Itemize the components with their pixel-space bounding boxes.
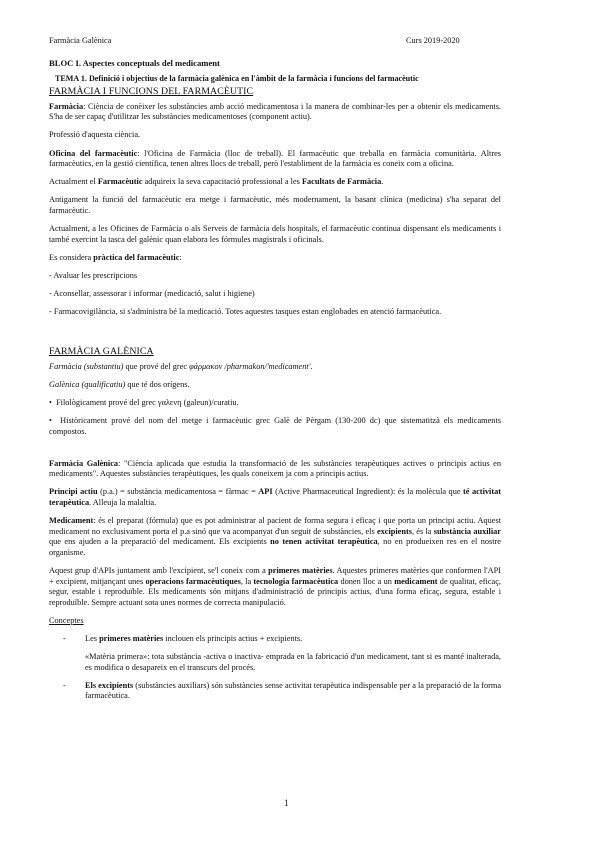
bullet-item bbox=[49, 398, 501, 409]
term: Farmàcia bbox=[49, 101, 84, 111]
text: Les bbox=[85, 633, 100, 643]
text: : Ciència de conèixer les substàncies amb acció medicamentosa i la manera de combinar-les per a obtenir els medicaments. S'ha de ser capaç d'utilitzar les substàncies medicamentoses (component actiu). bbox=[49, 101, 501, 122]
text: inclouen els principis actius + excipients. bbox=[163, 633, 303, 643]
term: substància auxiliar bbox=[433, 526, 501, 536]
text: Històricament prové del nom del metge i farmacèutic grec Galè de Pèrgam (130-200 dc) que sistematitzà els medicaments compostos. bbox=[49, 415, 501, 436]
term: Els excipients bbox=[85, 680, 134, 690]
dash-icon: - bbox=[63, 633, 66, 643]
text: Aquest grup d'APIs juntament amb l'excipient, se'l coneix com a bbox=[49, 565, 269, 575]
term: primeres matèries bbox=[99, 633, 164, 643]
text: , és la bbox=[411, 526, 434, 536]
term: primeres matèries bbox=[268, 565, 333, 575]
term: Farmàcia (substantiu) bbox=[49, 361, 124, 371]
paragraph-farmacia-def bbox=[49, 102, 501, 123]
dash-icon: - bbox=[63, 680, 66, 690]
term: té activitat terapèutica bbox=[49, 487, 501, 507]
paragraph-primeres-materies bbox=[49, 566, 501, 608]
concept-subtext: «Matèria primera»: tota substància -activa o inactiva- emprada en la fabricació d'un medicament, tant si es manté inalterada, es modifica o desapareix en el transcurs del procés. bbox=[85, 651, 501, 672]
text: Actualment el bbox=[49, 177, 98, 187]
text: que ens ajuden a la preparació del medicament. Els excipients bbox=[49, 537, 271, 547]
term: Facultats de Farmàcia bbox=[301, 177, 382, 187]
greek-term: φάρμακον /pharmakon/'medicament' bbox=[189, 361, 311, 371]
text: . bbox=[381, 177, 384, 187]
list-item: - Avaluar les prescripcions bbox=[49, 270, 138, 280]
bullet-item bbox=[49, 416, 501, 437]
text: : és el preparat (fórmula) que es pot administrar al pacient de forma segura i eficaç i que porta un principi actiu. Aquest medicament no exclusivament porta el p.a sinó que va acompanyat d'un seguit de substàncies, els bbox=[49, 516, 501, 536]
page-number: 1 bbox=[284, 798, 289, 808]
term: no tenen activitat terapèutica bbox=[270, 537, 378, 547]
text: que prové del grec bbox=[123, 361, 190, 371]
text: : "Ciència aplicada que estudia la transformació de les substàncies terapèutiques actives o principis actius en medicaments". Aquestes substàncies terapèutiques, les quals coneixem ja com a principis actius. bbox=[49, 458, 502, 479]
section-heading-farmacia-funcions: FARMÀCIA I FUNCIONS DEL FARMACÈUTIC bbox=[49, 86, 254, 98]
text: Es considera bbox=[49, 252, 94, 262]
text: Filològicament prové del grec γαλενη (galeun)/curatiu. bbox=[56, 397, 239, 407]
text: donen lloc a un bbox=[338, 576, 395, 586]
text: que té dos orígens. bbox=[125, 379, 190, 389]
concept-item bbox=[49, 681, 501, 702]
text: (Active Pharmaceutical Ingredient): és la molècula que bbox=[272, 487, 464, 497]
text: . bbox=[310, 361, 313, 371]
section-heading-farmacia-galenica: FARMÀCIA GALÈNICA bbox=[49, 346, 154, 358]
text: , no en produeixen res en el nostre organisme. bbox=[49, 537, 501, 557]
term: excipients bbox=[376, 526, 412, 536]
text: (p.a.) = substància medicamentosa = fàrmac = bbox=[97, 487, 259, 497]
term: Farmacèutic bbox=[97, 177, 143, 187]
term: Principi actiu bbox=[49, 487, 98, 497]
text: , la bbox=[240, 576, 254, 586]
text: adquireix la seva capacitació professional a les bbox=[142, 177, 302, 187]
paragraph-etimologia-galenica bbox=[49, 380, 501, 391]
paragraph-etimologia-farmacia bbox=[49, 362, 501, 373]
term: medicament bbox=[394, 576, 438, 586]
paragraph-def-galenica bbox=[49, 459, 501, 480]
list-item: - Aconsellar, assessorar i informar (medicació, salut i higiene) bbox=[49, 288, 255, 298]
text: (substàncies auxiliars) són substàncies sense activitat terapèutica indispensable per a la preparació de la forma farmacèutica. bbox=[85, 680, 501, 701]
paragraph-antigament: Antigament la funció del farmacèutic era metge i farmacèutic, més modernament, la basant clínica (medicina) s'ha separat del farmacèutic. bbox=[49, 195, 501, 215]
text: : l'Oficina de Farmàcia (lloc de treball). El farmacèutic que treballa en farmàcia comunitària. Altres farmacèutics, en la gestió científica, tenen altres llocs de treball, però l'establiment de la farmàcia es coneix com a oficina. bbox=[49, 148, 501, 169]
term: pràctica del farmacèutic bbox=[93, 252, 180, 262]
concept-item bbox=[49, 634, 501, 645]
paragraph-oficina bbox=[49, 149, 501, 170]
term: API bbox=[258, 487, 273, 497]
term: tecnologia farmacèutica bbox=[253, 576, 339, 586]
section-heading-conceptes: Conceptes bbox=[49, 615, 84, 625]
paragraph-actualment: Actualment, a les Oficines de Farmàcia o als Serveis de farmàcia dels hospitals, el farmacèutic continua dispensant els medicaments i també exercint la tasca del galènic quan elabora les fórmules magistrals i oficinals. bbox=[49, 224, 501, 244]
term: Oficina del farmacèutic bbox=[49, 148, 138, 158]
term: Farmàcia Galènica bbox=[49, 458, 119, 468]
paragraph-principi-actiu bbox=[49, 487, 501, 508]
bullet-icon: • bbox=[49, 397, 52, 407]
paragraph-capacitacio bbox=[49, 177, 501, 188]
paragraph-medicament bbox=[49, 516, 501, 558]
text: . Alleuja la malaltia. bbox=[89, 497, 157, 507]
term: operacions farmacèutiques bbox=[145, 576, 241, 586]
term: Galènica (qualificatiu) bbox=[49, 379, 126, 389]
header-course-year: Curs 2019-2020 bbox=[406, 36, 460, 45]
text: : bbox=[179, 252, 182, 262]
text: de qualitat, eficaç, segur, estable i reproduïble. Els medicaments són mitjans d'administració de principis actius, d'una forma eficaç, segura, estable i reproduïble. Sempre actuant sota unes normes de correcta manipulació. bbox=[49, 576, 501, 607]
paragraph-practica bbox=[49, 253, 501, 264]
header-course-name: Farmàcia Galènica bbox=[49, 36, 112, 45]
paragraph-professio: Professió d'aquesta ciència. bbox=[49, 130, 141, 140]
document-body bbox=[49, 58, 501, 709]
text: . Aquestes primeres matèries que conformen l'API + excipient, mitjançant unes bbox=[49, 565, 501, 586]
bullet-icon: • bbox=[49, 415, 52, 425]
term: Medicament bbox=[49, 516, 94, 526]
bloc-title: BLOC I. Aspectes conceptuals del medicament bbox=[49, 58, 220, 68]
list-item: - Farmacovigilància, si s'administra bé la medicació. Totes aquestes tasques estan englobades en atenció farmacèutica. bbox=[49, 307, 442, 316]
tema-title: TEMA 1. Definició i objectius de la farmàcia galènica en l'àmbit de la farmàcia i funcions del farmacèutic bbox=[55, 73, 419, 83]
